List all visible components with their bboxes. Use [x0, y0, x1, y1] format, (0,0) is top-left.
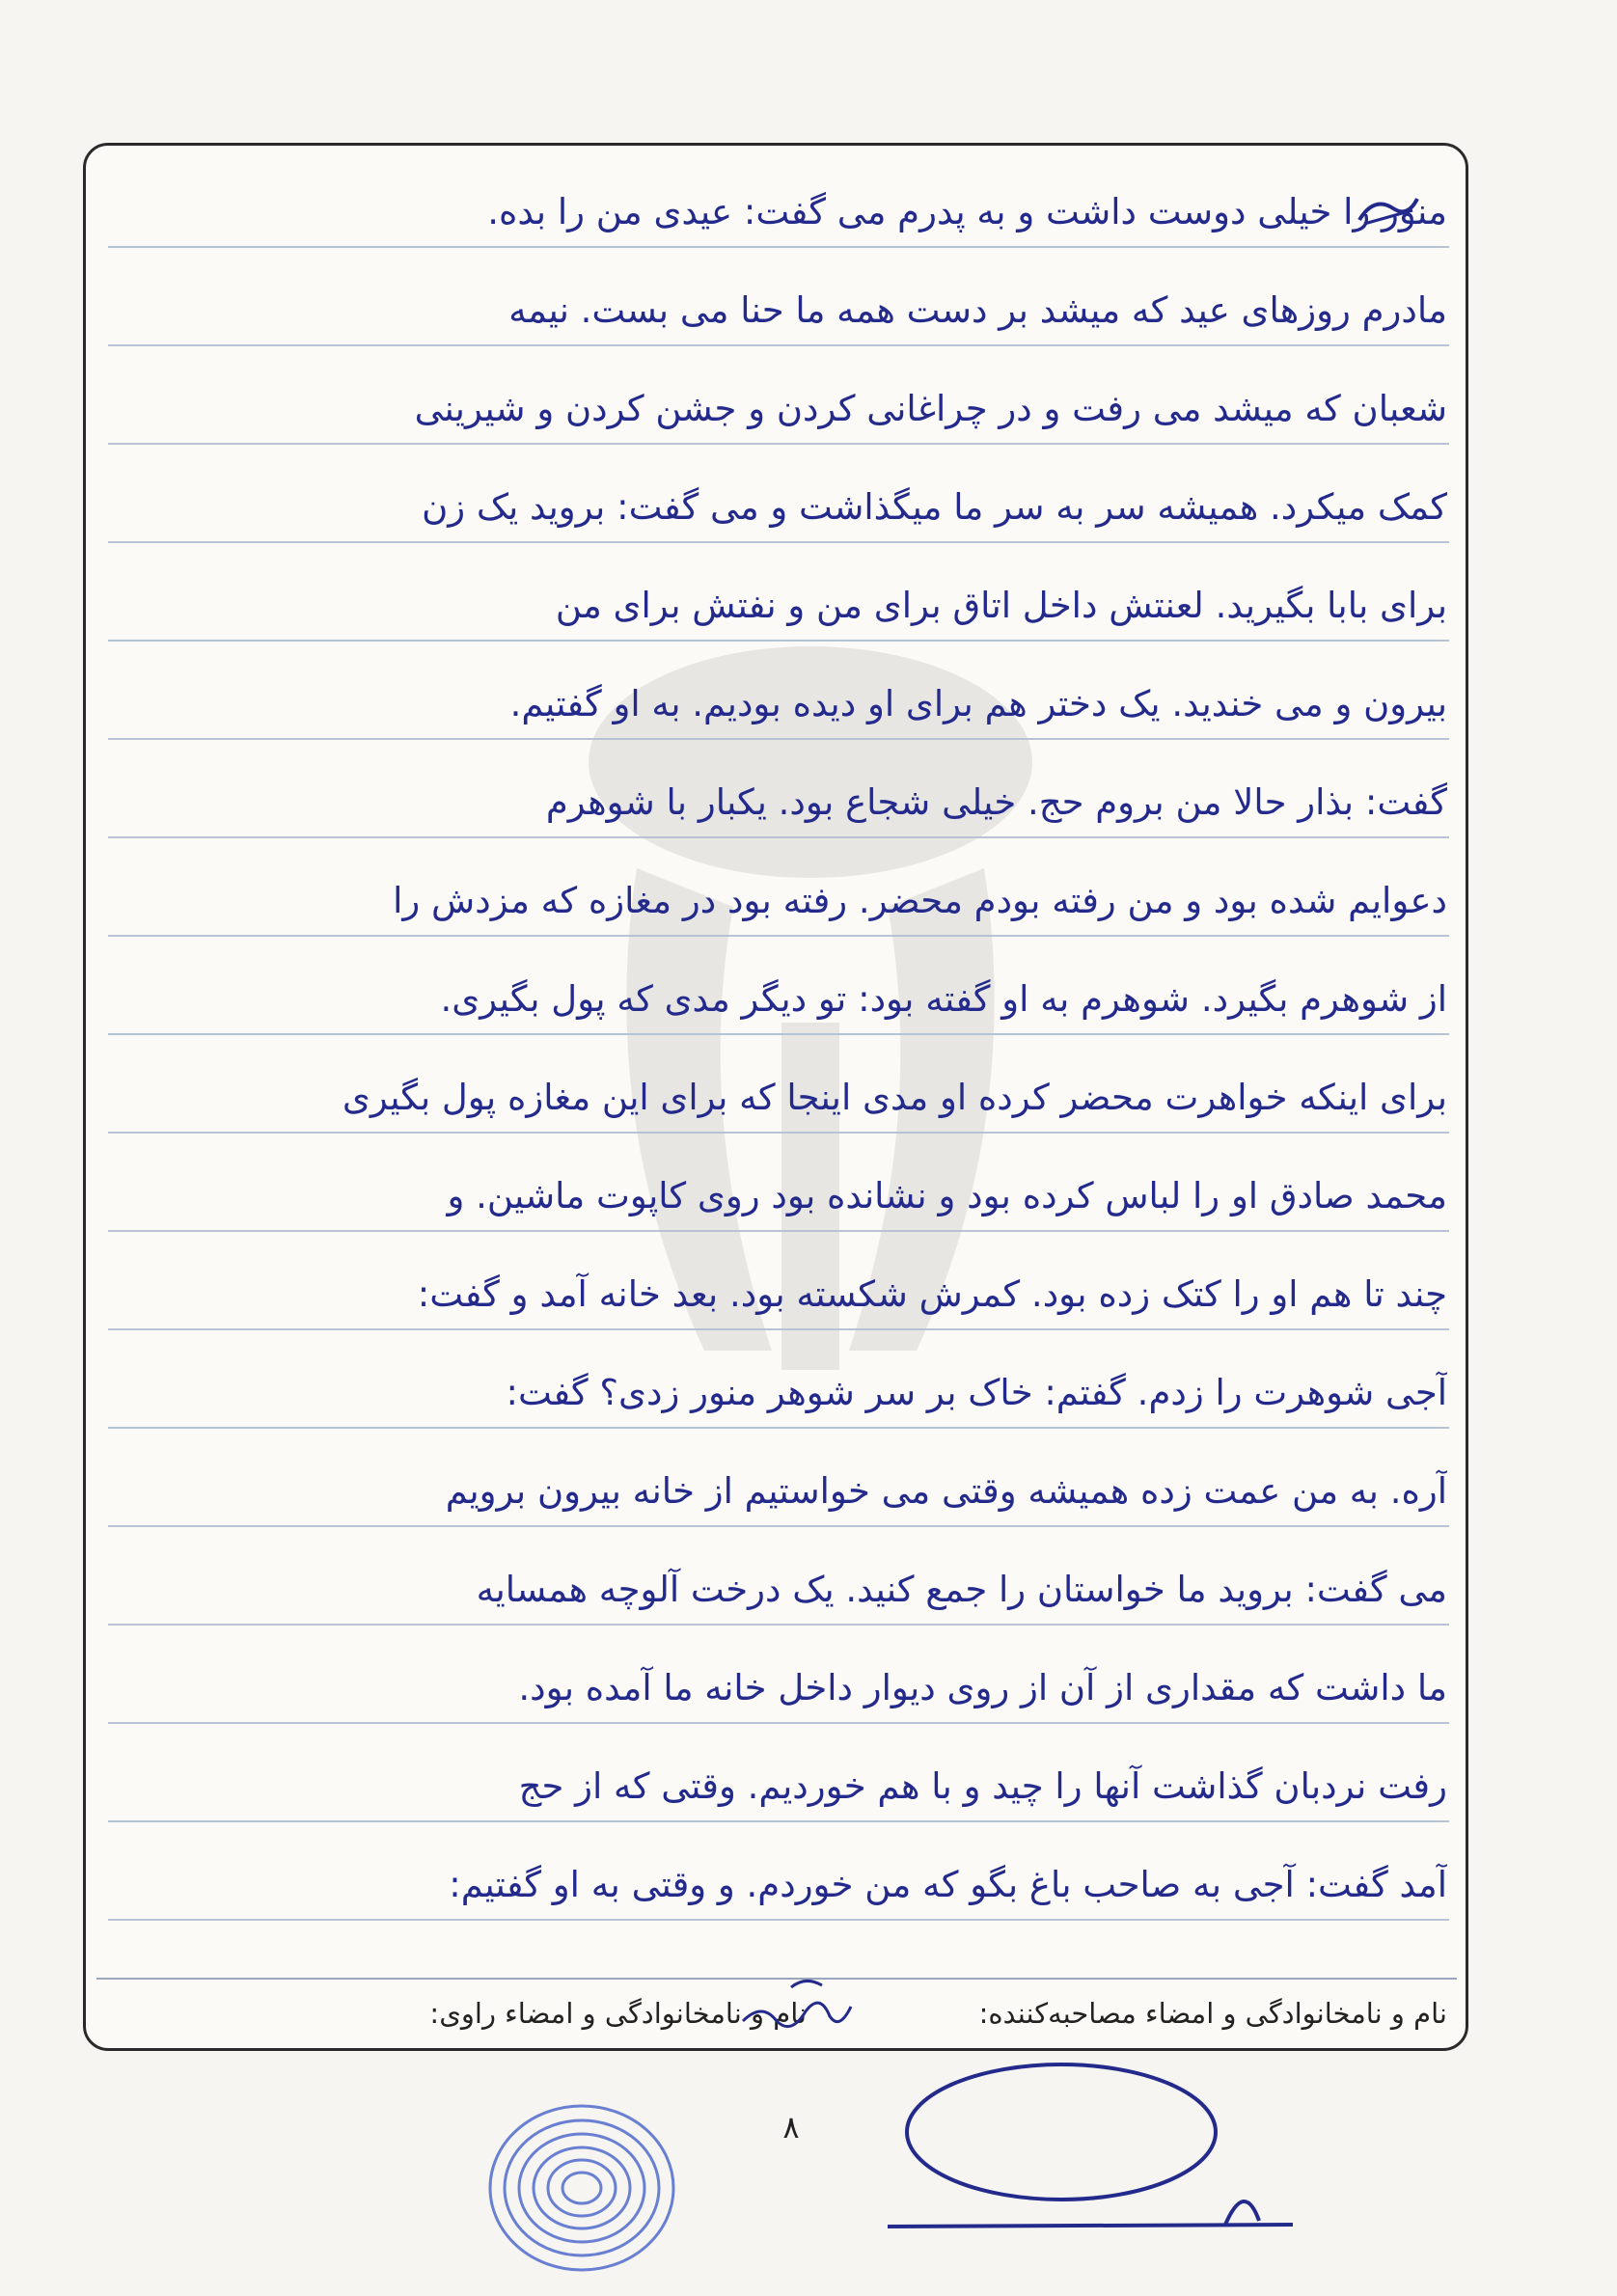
text-line: برای بابا بگیرید. لعنتش داخل اتاق برای من و نفتش برای من	[555, 585, 1447, 626]
text-line: منور را خیلی دوست داشت و به پدرم می گفت: عیدی من را بده.	[487, 191, 1447, 232]
text-line: آمد گفت: آجی به صاحب باغ بگو که من خوردم. و وقتی به او گفتیم:	[449, 1864, 1447, 1905]
narrator-signature	[888, 2055, 1312, 2248]
text-line: بیرون و می خندید. یک دختر هم برای او دیده بودیم. به او گفتیم.	[509, 683, 1447, 724]
interviewer-label: نام و نامخانوادگی و امضاء مصاحبه‌کننده:	[978, 1997, 1447, 2030]
fingerprint-stamp	[471, 2091, 693, 2284]
text-line: شعبان که میشد می رفت و در چراغانی کردن و جشن کردن و شیرینی	[414, 388, 1447, 429]
text-line: برای اینکه خواهرت محضر کرده او مدی اینجا که برای این مغازه پول بگیری	[342, 1077, 1447, 1118]
text-line: کمک میکرد. همیشه سر به سر ما میگذاشت و می گفت: بروید یک زن	[422, 486, 1447, 528]
text-line: ما داشت که مقداری از آن از روی دیوار داخل خانه ما آمده بود.	[518, 1667, 1447, 1708]
text-line: مادرم روزهای عید که میشد بر دست همه ما حنا می بست. نیمه	[508, 289, 1447, 331]
text-line: گفت: بذار حالا من بروم حج. خیلی شجاع بود. یکبار با شوهرم	[545, 781, 1447, 823]
text-line: می گفت: بروید ما خواستان را جمع کنید. یک درخت آلوچه همسایه	[476, 1569, 1447, 1610]
text-line: آجی شوهرت را زدم. گفتم: خاک بر سر شوهر منور زدی؟ گفت:	[506, 1372, 1447, 1413]
interviewer-signature	[733, 1968, 859, 2045]
text-line: آره. به من عمت زده همیشه وقتی می خواستیم از خانه بیرون برویم	[445, 1470, 1447, 1512]
text-line: دعوایم شده بود و من رفته بودم محضر. رفته بود در مغازه که مزدش را	[393, 880, 1447, 921]
page-number: ۸	[782, 2109, 800, 2146]
text-line: چند تا هم او را کتک زده بود. کمرش شکسته بود. بعد خانه آمد و گفت:	[417, 1273, 1447, 1315]
text-line: محمد صادق او را لباس کرده بود و نشانده بود روی کاپوت ماشین. و	[447, 1175, 1447, 1216]
text-line: رفت نردبان گذاشت آنها را چید و با هم خوردیم. وقتی که از حج	[518, 1765, 1447, 1807]
narrator-label: نام و نامخانوادگی و امضاء راوی:	[429, 1997, 808, 2030]
text-line: از شوهرم بگیرد. شوهرم به او گفته بود: تو دیگر مدی که پول بگیری.	[440, 978, 1447, 1020]
pen-icon	[1355, 191, 1422, 230]
